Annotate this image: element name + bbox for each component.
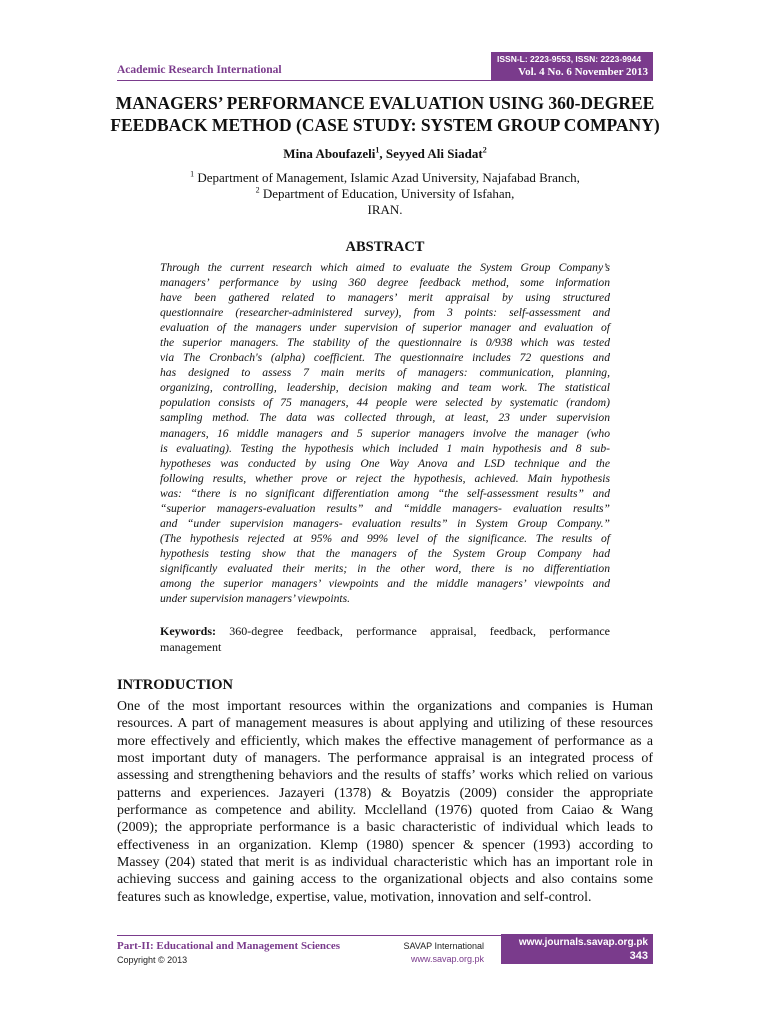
author-name: Mina Aboufazeli	[283, 146, 376, 161]
issn-volume-box	[491, 52, 653, 80]
abstract-body	[160, 260, 610, 606]
introduction-line: most important duty of managers. The performance appraisal is an integrated process of	[117, 751, 653, 767]
abstract-line: following results, whether prove or reject the hypothesis, achieved. Main hypothesis	[160, 471, 610, 485]
introduction-heading: INTRODUCTION	[117, 677, 234, 693]
abstract-line: questionnaire (researcher-administered survey), from 3 points: self-assessment and	[160, 306, 610, 320]
title-line: FEEDBACK METHOD (CASE STUDY: SYSTEM GROUP COMPANY)	[110, 115, 660, 135]
publisher-link[interactable]: www.savap.org.pk	[410, 954, 484, 964]
abstract-line: population consists of 75 managers, 44 people were selected by systematic (random)	[160, 396, 610, 410]
footer-copyright: Copyright © 2013	[117, 955, 188, 965]
volume-text: Vol. 4 No. 6 November 2013	[518, 66, 648, 78]
abstract-line: evaluation of the managers under supervision of superior manager and evaluation of	[160, 321, 610, 335]
keywords-label: Keywords:	[160, 624, 216, 638]
affiliation-text: Department of Management, Islamic Azad University, Najafabad Branch,	[197, 170, 580, 185]
abstract-line: managers, 16 middle managers and 5 superior managers involve the manager (who	[160, 426, 610, 440]
footer-section: Part-II: Educational and Management Sciences	[117, 940, 341, 952]
abstract-line: sampling method. The data was collected through, at least, 23 under supervision	[160, 411, 610, 425]
journals-link[interactable]: www.journals.savap.org.pk	[518, 937, 648, 948]
keywords	[160, 624, 610, 655]
abstract-line: “superior managers-evaluation results” and “middle managers- evaluation results”	[160, 501, 610, 515]
introduction-line: features such as knowledge, expertise, value, motivation, innovation and self-control.	[117, 889, 592, 905]
page-number: 343	[629, 950, 648, 962]
keywords-line: management	[160, 639, 222, 654]
introduction-line: achieving success and gaining access to the organizational objects and also contains some	[117, 872, 653, 888]
affiliation-text: Department of Education, University of Isfahan,	[262, 186, 515, 201]
footer-page-box	[501, 934, 653, 964]
author-separator: ,	[379, 146, 386, 161]
abstract-line: is evaluating). Testing the hypothesis which included 1 main hypothesis and 8 sub-	[160, 441, 610, 455]
title-line: MANAGERS’ PERFORMANCE EVALUATION USING 360-DEGREE	[115, 93, 655, 113]
affiliation-line	[100, 170, 670, 186]
author-affil-marker: 1	[375, 145, 380, 155]
keywords-text: 360-degree feedback, performance appraisal, feedback, performance	[216, 624, 610, 638]
introduction-line: Massey (204) stated that merit is as individual characteristic which has an important role in	[117, 855, 653, 871]
introduction-line: assessing and strengthening behaviors and the results of staffs’ works which relied on various	[117, 768, 653, 784]
introduction-line: performance as competence and ability. Mcclelland (1976) quoted from Caiao & Wang	[117, 803, 653, 819]
affiliation-line	[100, 186, 670, 202]
affil-marker: 1	[190, 169, 195, 179]
abstract-line: was: “there is no significant differentiation among “the self-assessment results” and	[160, 486, 610, 500]
author-affil-marker: 2	[482, 145, 487, 155]
abstract-line: significantly evaluated their merits; in the other word, there is no differentiation	[160, 561, 610, 575]
affiliations	[100, 170, 670, 218]
abstract-line: organizing, controlling, leadership, decision making and team work. The statistical	[160, 381, 610, 395]
abstract-line: has designed to assess 7 main merits of managers: communication, planning,	[160, 366, 610, 380]
abstract-line: hypotheses was conducted by using One Way Anova and LSD technique and the	[160, 456, 610, 470]
abstract-line: hypothesis testing show that the managers of the System Group Company had	[160, 546, 610, 560]
publisher-name: SAVAP International	[403, 941, 484, 951]
introduction-line: more effectively and efficiently, which makes the effective management of performance as a	[117, 733, 653, 749]
affiliation-text: IRAN.	[367, 202, 403, 217]
keywords-line	[160, 624, 610, 640]
abstract-line: the superior managers. The stability of the questionnaire is 0/938 which was tested	[160, 336, 610, 350]
abstract-line: managers’ performance by using 360 degree feedback method, some information	[160, 276, 610, 290]
affiliation-line	[100, 202, 670, 218]
introduction-body	[117, 698, 653, 906]
introduction-line: resources. A part of management measures is about applying and utilizing of these resources	[117, 716, 653, 732]
footer-publisher	[396, 941, 484, 964]
abstract-line: under supervision managers’ viewpoints.	[160, 592, 350, 606]
introduction-line: One of the most important resources within the organizations and companies is Human	[117, 699, 653, 714]
author-name: Seyyed Ali Siadat	[385, 146, 483, 161]
introduction-line: patterns and experiences. Jazayeri (1378) & Boyatzis (2009) consider the appropriate	[117, 785, 653, 801]
author-list	[100, 146, 670, 162]
header-rule	[117, 80, 653, 81]
affil-marker: 2	[255, 185, 260, 195]
abstract-line: Through the current research which aimed to evaluate the System Group Company’s	[160, 261, 610, 274]
abstract-line: among the superior managers’ viewpoints and the middle managers’ viewpoints and	[160, 576, 610, 590]
introduction-line: effectiveness in an organization. Klemp (1980) spencer & spencer (1993) according to	[117, 837, 653, 853]
abstract-line: (The hypothesis rejected at 95% and 99% level of the significance. The results of	[160, 531, 610, 545]
introduction-line: (2009); the appropriate performance is a basic characteristic of individual which leads to	[117, 820, 653, 836]
paper-title	[100, 92, 670, 136]
abstract-line: have been gathered related to managers’ merit appraisal by using structured	[160, 291, 610, 305]
journal-name: Academic Research International	[117, 64, 282, 76]
abstract-heading: ABSTRACT	[345, 239, 425, 255]
abstract-line: via The Cronbach's (alpha) coefficient. The questionnaire includes 72 questions and	[160, 351, 610, 365]
issn-text: ISSN-L: 2223-9553, ISSN: 2223-9944	[497, 54, 642, 64]
abstract-line: and “under supervision managers- evaluation results” in System Group Company.”	[160, 516, 610, 530]
